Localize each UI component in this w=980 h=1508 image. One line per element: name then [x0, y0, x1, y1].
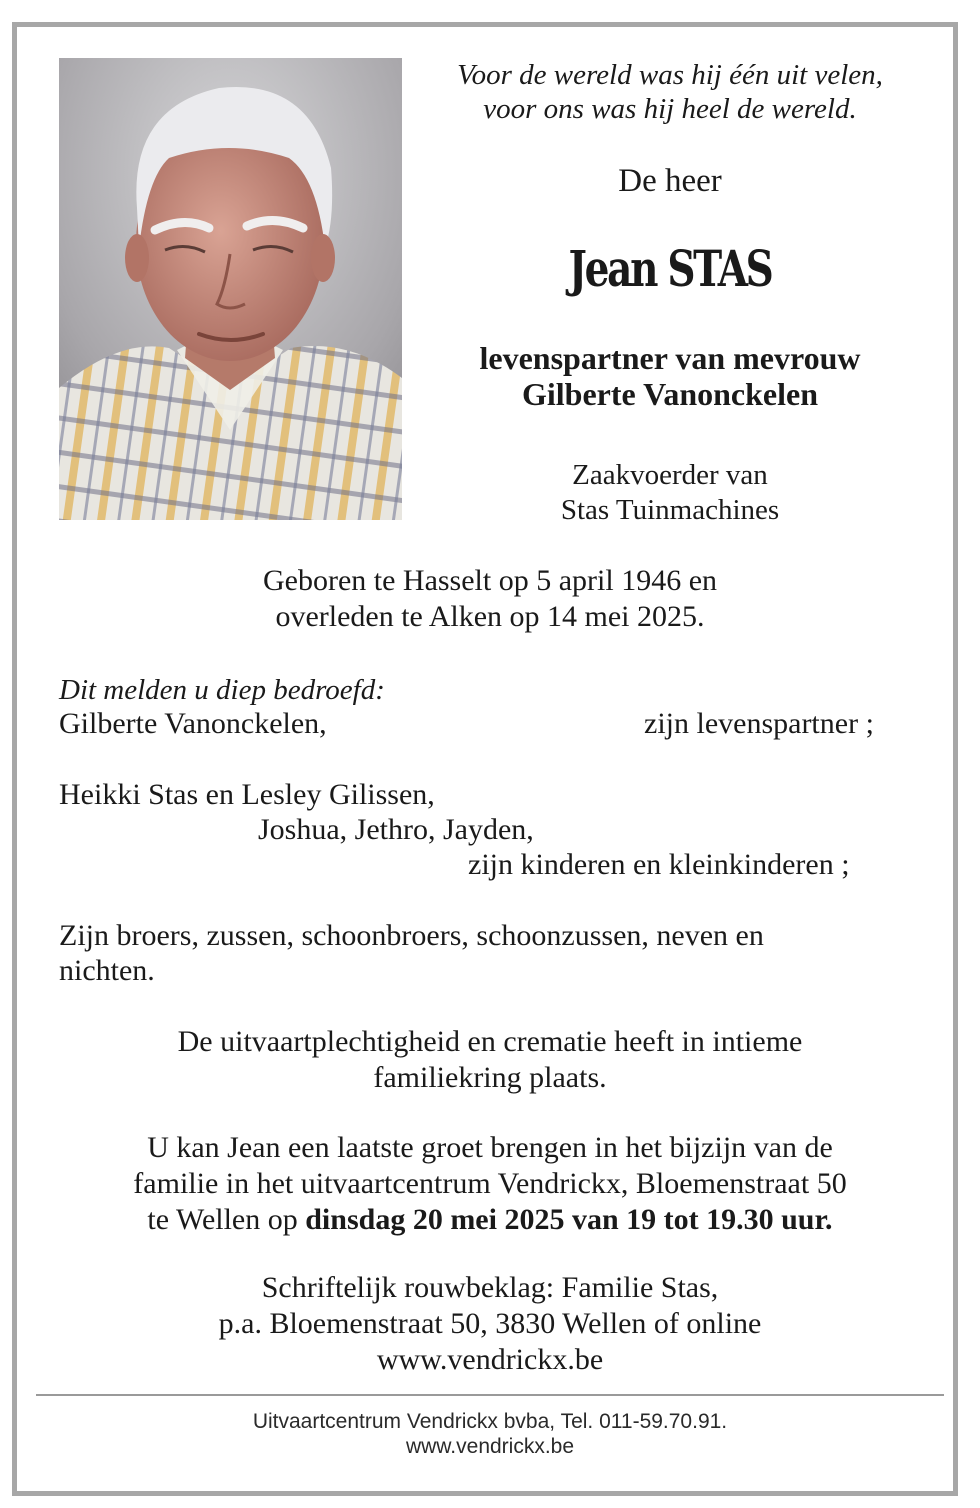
family-children-relation: zijn kinderen en kleinkinderen ;: [468, 848, 850, 881]
condolence-line-1: Schriftelijk rouwbeklag: Familie Stas,: [261, 1271, 719, 1304]
family-relatives-line-1: Zijn broers, zussen, schoonbroers, schoonzussen, neven en: [59, 919, 764, 952]
visit-line-2: familie in het uitvaartcentrum Vendrickx, Bloemenstraat 50: [133, 1167, 847, 1200]
ceremony-line-1: De uitvaartplechtigheid en crematie heeft in intieme: [177, 1025, 803, 1058]
role-block: [420, 458, 920, 528]
family-children: Heikki Stas en Lesley Gilissen,: [59, 778, 435, 811]
honorific-title: De heer: [618, 163, 722, 199]
family-partner-relation: zijn levenspartner ;: [644, 707, 874, 740]
role-line-1: Zaakvoerder van: [572, 459, 768, 491]
visit-line-1: U kan Jean een laatste groet brengen in het bijzijn van de: [147, 1131, 833, 1164]
partner-line-1: levenspartner van mevrouw: [479, 340, 861, 376]
family-partner-name: Gilberte Vanonckelen,: [59, 707, 327, 740]
partner-block: [420, 340, 920, 412]
condolence-website-link[interactable]: www.vendrickx.be: [376, 1343, 604, 1376]
visitation-block: [40, 1130, 940, 1238]
family-grandchildren: Joshua, Jethro, Jayden,: [258, 813, 534, 846]
quote-line-2: voor ons was hij heel de wereld.: [483, 93, 857, 125]
visit-line-3-prefix: te Wellen op: [147, 1203, 306, 1236]
footer: [40, 1409, 940, 1459]
family-relatives-line-2: nichten.: [59, 954, 155, 987]
footer-divider: [36, 1394, 944, 1396]
ceremony-line-2: familiekring plaats.: [373, 1061, 607, 1094]
born-line-2: overleden te Alken op 14 mei 2025.: [275, 600, 705, 633]
born-line-1: Geboren te Hasselt op 5 april 1946 en: [262, 564, 718, 597]
quote-line-1: Voor de wereld was hij één uit velen,: [457, 59, 883, 91]
role-line-2: Stas Tuinmachines: [560, 494, 780, 526]
memorial-quote: [420, 58, 920, 126]
visit-datetime: dinsdag 20 mei 2025 van 19 tot 19.30 uur.: [305, 1203, 833, 1236]
ceremony-block: [40, 1024, 940, 1096]
footer-website-link[interactable]: www.vendrickx.be: [405, 1435, 575, 1458]
announcement-intro: Dit melden u diep bedroefd:: [59, 674, 385, 706]
portrait-photo: [59, 58, 402, 520]
deceased-name: Jean STAS: [568, 239, 772, 298]
partner-line-2: Gilberte Vanonckelen: [521, 376, 818, 412]
condolence-block: [40, 1270, 940, 1378]
birth-death-block: [40, 563, 940, 635]
condolence-line-2: p.a. Bloemenstraat 50, 3830 Wellen of online: [218, 1307, 762, 1340]
visit-line-3: [40, 1202, 940, 1238]
footer-line-1: Uitvaartcentrum Vendrickx bvba, Tel. 011-59.70.91.: [252, 1410, 728, 1433]
